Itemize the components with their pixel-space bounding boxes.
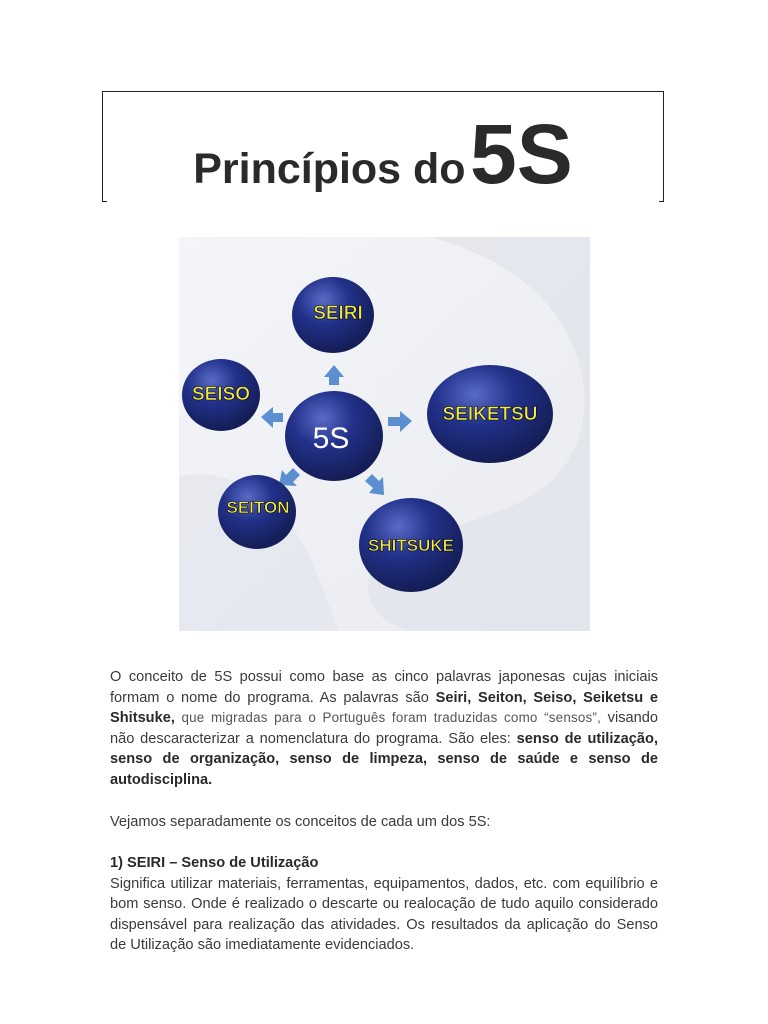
title-main: Princípios do <box>193 145 466 193</box>
box-corner-left <box>102 201 107 202</box>
section-seiri <box>110 853 658 956</box>
label-shitsuke: SHITSUKE <box>368 536 454 555</box>
section-seiri-body: Significa utilizar materiais, ferramentas, equipamentos, dados, etc. com equilíbrio e bom senso. Onde é realizado o descarte ou realocação de tudo aquilo considerado dispensável para realização das atividades. Os resultados da aplicação do Senso de Utilização são imediatamente evidenciados. <box>110 875 658 954</box>
intro-text-1: O conceito de 5S possui como base as cinco palavras japonesas cujas iniciais formam o nome do programa. As palavras são <box>110 669 658 706</box>
box-corner-right <box>659 201 664 202</box>
label-seiketsu: SEIKETSU <box>442 404 538 425</box>
intro-line: Vejamos separadamente os conceitos de cada um dos 5S: <box>110 814 491 830</box>
label-seiri: SEIRI <box>313 303 363 324</box>
title-box <box>102 91 664 201</box>
5s-diagram <box>179 237 590 631</box>
intro-text-3: visando não descaracterizar a nomenclatura do programa. São eles: <box>110 710 658 747</box>
page-title <box>103 106 663 203</box>
intro-paragraph <box>110 667 658 791</box>
intro-bold-words: Seiri, Seiton, Seiso, Seiketsu e Shitsuke, <box>110 689 658 727</box>
label-seiton: SEITON <box>226 498 290 517</box>
label-center-5s: 5S <box>312 422 350 455</box>
section-seiri-heading: 1) SEIRI – Senso de Utilização <box>110 855 319 871</box>
title-5s: 5S <box>470 107 573 201</box>
label-seiso: SEISO <box>191 384 251 405</box>
intro-text-2: que migradas para o Português foram traduzidas como “sensos”, <box>174 710 601 726</box>
intro-bold-senses: senso de utilização, senso de organização, senso de limpeza, senso de saúde e senso de autodisciplina. <box>110 730 658 788</box>
